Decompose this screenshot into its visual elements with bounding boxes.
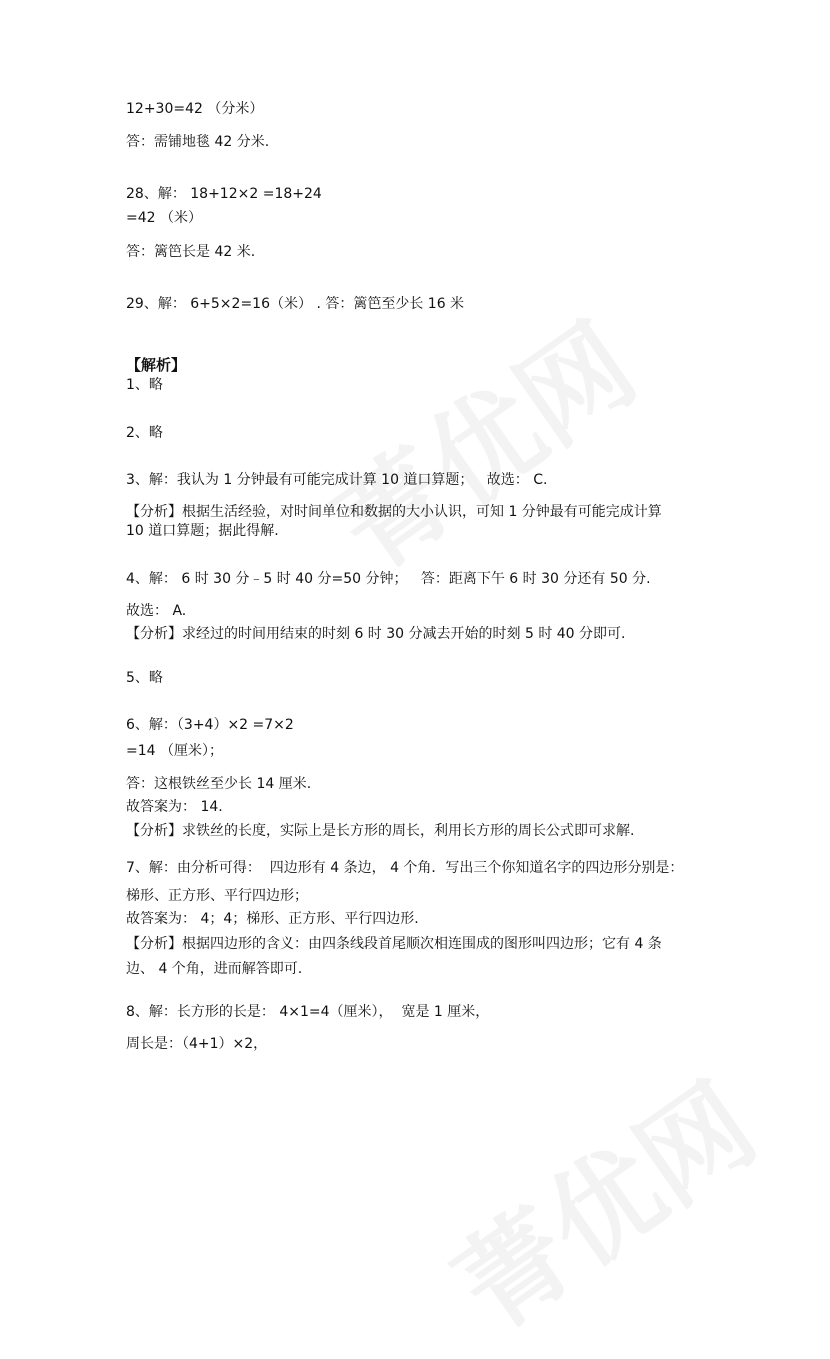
text-line: 边、 4 个角，进而解答即可. — [126, 961, 303, 977]
text-line: 10 道口算题；据此得解. — [126, 523, 279, 539]
text-line: =14 （厘米）； — [126, 743, 223, 759]
text-line: 7、解：由分析可得： 四边形有 4 条边， 4 个角．写出三个你知道名字的四边形分别是： — [126, 860, 684, 876]
text-line: 故选： A. — [126, 603, 187, 619]
text-line: 1、略 — [126, 377, 163, 393]
text-line: 3、解：我认为 1 分钟最有可能完成计算 10 道口算题； 故选： C. — [126, 472, 548, 488]
text-line: 故答案为： 14. — [126, 799, 223, 815]
text-line: 答：这根铁丝至少长 14 厘米. — [126, 776, 312, 792]
section-heading: 【解析】 — [126, 356, 187, 374]
text-line: 【分析】根据四边形的含义：由四条线段首尾顺次相连围成的图形叫四边形；它有 4 条 — [126, 936, 662, 952]
text-line: 梯形、正方形、平行四边形； — [126, 888, 308, 904]
text-line: 答：需铺地毯 42 分米. — [126, 134, 270, 150]
text-line: 12+30=42 （分米） — [126, 101, 264, 117]
text-line: 【分析】求经过的时间用结束的时刻 6 时 30 分减去开始的时刻 5 时 40 分即可. — [126, 626, 626, 642]
text-line: 28、解： 18+12×2 =18+24 — [126, 186, 322, 202]
text-line: 4、解： 6 时 30 分﹣5 时 40 分=50 分钟； 答：距离下午 6 时 30 分还有 50 分. — [126, 571, 651, 587]
text-line: 5、略 — [126, 670, 163, 686]
text-line: 2、略 — [126, 425, 163, 441]
text-line: 8、解：长方形的长是： 4×1=4（厘米）， 宽是 1 厘米， — [126, 1004, 490, 1020]
watermark — [420, 1041, 781, 1359]
text-line: 【分析】求铁丝的长度，实际上是长方形的周长，利用长方形的周长公式即可求解. — [126, 823, 635, 839]
text-line: 6、解：（3+4）×2 =7×2 — [126, 717, 294, 733]
text-line: 答：篱笆长是 42 米. — [126, 244, 256, 260]
watermark — [300, 281, 661, 600]
text-line: 【分析】根据生活经验，对时间单位和数据的大小认识，可知 1 分钟最有可能完成计算 — [126, 504, 662, 520]
text-line: 故答案为： 4；4；梯形、正方形、平行四边形. — [126, 911, 419, 927]
text-line: 29、解： 6+5×2=16（米） . 答：篱笆至少长 16 米 — [126, 296, 465, 312]
text-line: =42 （米） — [126, 210, 202, 226]
text-line: 周长是：（4+1）×2， — [126, 1036, 268, 1052]
